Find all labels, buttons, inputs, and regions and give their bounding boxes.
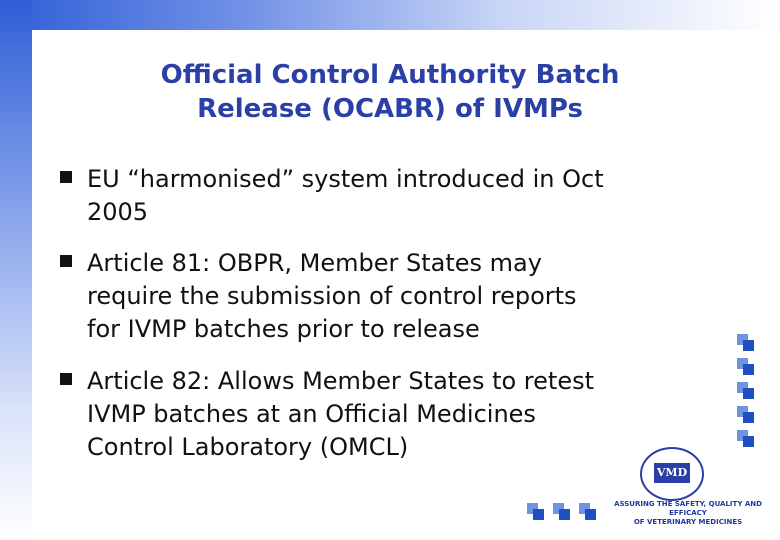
- bullet-3-line-2: IVMP batches at an Official Medicines: [87, 400, 536, 428]
- bullet-1-text: [87, 163, 604, 229]
- square-icon: [585, 509, 596, 520]
- bullet-square-icon: [60, 171, 72, 183]
- bullet-square-icon: [60, 255, 72, 267]
- square-icon: [743, 340, 754, 351]
- square-icon: [559, 509, 570, 520]
- bullet-3-line-1: Article 82: Allows Member States to retest: [87, 367, 594, 395]
- bullet-square-icon: [60, 373, 72, 385]
- top-gradient-band: [0, 0, 780, 30]
- square-icon: [743, 388, 754, 399]
- square-icon: [743, 436, 754, 447]
- bullet-2-line-2: require the submission of control reports: [87, 282, 577, 310]
- square-icon: [743, 412, 754, 423]
- title-line-1: Official Control Authority Batch: [160, 60, 620, 90]
- bullet-2-line-3: for IVMP batches prior to release: [87, 315, 480, 343]
- bullet-3-line-3: Control Laboratory (OMCL): [87, 433, 409, 461]
- title-line-2: Release (OCABR) of IVMPs: [197, 94, 583, 124]
- bullet-1-line-2: 2005: [87, 198, 149, 226]
- bullet-3-text: [87, 365, 594, 464]
- bullet-1-line-1: EU “harmonised” system introduced in Oct: [87, 165, 604, 193]
- square-icon: [743, 364, 754, 375]
- vmd-logo-text: VMD: [654, 463, 690, 483]
- square-icon: [533, 509, 544, 520]
- bullet-2-text: [87, 247, 577, 346]
- tagline-line-2: OF VETERINARY MEDICINES: [633, 518, 743, 526]
- tagline-line-1: ASSURING THE SAFETY, QUALITY AND EFFICACY: [614, 500, 762, 517]
- bullet-2-line-1: Article 81: OBPR, Member States may: [87, 249, 542, 277]
- vmd-logo-seal: [640, 447, 704, 501]
- logo-tagline: [608, 500, 768, 527]
- slide-title: [0, 58, 780, 126]
